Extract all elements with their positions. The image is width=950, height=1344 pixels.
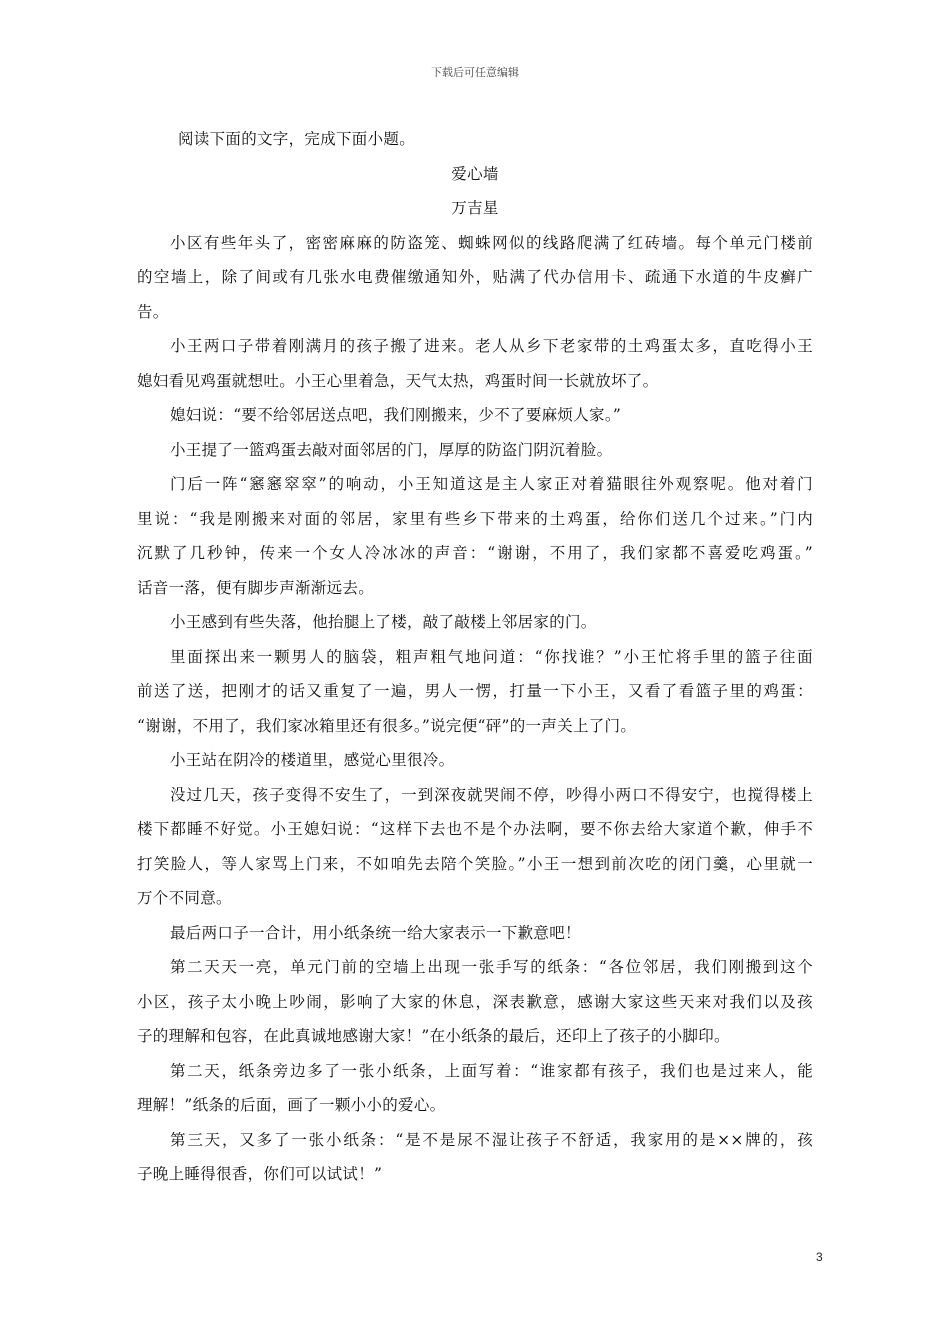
paragraph [137, 433, 813, 468]
article-paragraphs [137, 226, 813, 1192]
paragraph [137, 467, 813, 605]
paragraph-line: 子晚上睡得很香，你们可以试试！” [137, 1165, 383, 1183]
paragraph-line: 媳妇说：“要不给邻居送点吧，我们刚搬来，少不了要麻烦人家。” [170, 406, 622, 424]
paragraph [137, 605, 813, 640]
paragraph [137, 743, 813, 778]
paragraph-line: 万个不同意。 [137, 889, 232, 907]
paragraph-line: “谢谢，不用了，我们家冰箱里还有很多。”说完便“砰”的一声关上了门。 [137, 716, 637, 735]
article-title: 爱心墙 [451, 164, 499, 183]
paragraph-line: 告。 [137, 302, 169, 321]
paragraph-line: 小王感到有些失落，他抬腿上了楼，敲了敲楼上邻居家的门。 [170, 613, 597, 631]
paragraph-line: 门后一阵“窸窸窣窣”的响动，小王知道这是主人家正对着猫眼往外观察呢。他对着门 [170, 475, 813, 493]
paragraph-line: 理解！”纸条的后面，画了一颗小小的爱心。 [137, 1096, 446, 1114]
paragraph-line: 没过几天，孩子变得不安生了，一到深夜就哭闹不停，吵得小两口不得安宁，也搅得楼上 [170, 785, 813, 804]
paragraph-line: 前送了送，把刚才的话又重复了一遍，男人一愣，打量一下小王，又看了看篮子里的鸡蛋： [137, 682, 813, 700]
paragraph-line: 第二天，纸条旁边多了一张小纸条，上面写着：“谁家都有孩子，我们也是过来人，能 [170, 1061, 813, 1080]
paragraph [137, 1054, 813, 1123]
paragraph-line: 里说：“我是刚搬来对面的邻居，家里有些乡下带来的土鸡蛋，给你们送几个过来。”门内 [137, 509, 813, 528]
paragraph-line: 第二天天一亮，单元门前的空墙上出现一张手写的纸条：“各位邻居，我们刚搬到这个 [170, 958, 813, 976]
paragraph-line: 话音一落，便有脚步声渐渐远去。 [137, 578, 375, 597]
paragraph-line: 里面探出来一颗男人的脑袋，粗声粗气地问道：“你找谁？”小王忙将手里的篮子往面 [170, 647, 813, 666]
paragraph [137, 329, 813, 398]
page-number: 3 [816, 1250, 823, 1264]
article-author: 万吉星 [451, 199, 499, 217]
intro-instruction: 阅读下面的文字，完成下面小题。 [178, 130, 416, 148]
paragraph-line: 打笑脸人，等人家骂上门来，不如咱先去陪个笑脸。”小王一想到前次吃的闭门羹，心里就一 [137, 854, 813, 873]
paragraph-line: 小区有些年头了，密密麻麻的防盗笼、蜘蛛网似的线路爬满了红砖墙。每个单元门楼前 [170, 233, 813, 252]
paragraph [137, 950, 813, 1054]
paragraph-line: 媳妇看见鸡蛋就想吐。小王心里着急，天气太热，鸡蛋时间一长就放坏了。 [137, 371, 659, 390]
paragraph [137, 916, 813, 951]
paragraph-line: 沉默了几秒钟，传来一个女人冷冰冰的声音：“谢谢，不用了，我们家都不喜爱吃鸡蛋。” [137, 544, 813, 562]
paragraph-line: 小王站在阴冷的楼道里，感觉心里很冷。 [170, 751, 455, 769]
paragraph-line: 楼下都睡不好觉。小王媳妇说：“这样下去也不是个办法啊，要不你去给大家道个歉，伸手不 [137, 820, 813, 838]
paragraph [137, 226, 813, 330]
paragraph-line: 第三天，又多了一张小纸条：“是不是尿不湿让孩子不舒适，我家用的是××牌的，孩 [170, 1130, 813, 1149]
paragraph-line: 小王两口子带着刚满月的孩子搬了进来。老人从乡下老家带的土鸡蛋太多，直吃得小王 [170, 337, 813, 355]
paragraph [137, 1123, 813, 1192]
paragraph [137, 398, 813, 433]
paragraph [137, 640, 813, 744]
page-header: 下载后可任意编辑 [431, 66, 519, 79]
paragraph-line: 最后两口子一合计，用小纸条统一给大家表示一下歉意吧！ [170, 923, 581, 942]
paragraph-line: 的空墙上，除了间或有几张水电费催缴通知外，贴满了代办信用卡、疏通下水道的牛皮癣广 [137, 268, 813, 286]
paragraph-line: 子的理解和包容，在此真诚地感谢大家！”在小纸条的最后，还印上了孩子的小脚印。 [137, 1027, 730, 1045]
document-body [137, 122, 813, 1192]
paragraph-line: 小区，孩子太小晚上吵闹，影响了大家的休息，深表歉意，感谢大家这些天来对我们以及孩 [137, 992, 813, 1011]
paragraph-line: 小王提了一篮鸡蛋去敲对面邻居的门，厚厚的防盗门阴沉着脸。 [170, 440, 613, 459]
paragraph [137, 778, 813, 916]
